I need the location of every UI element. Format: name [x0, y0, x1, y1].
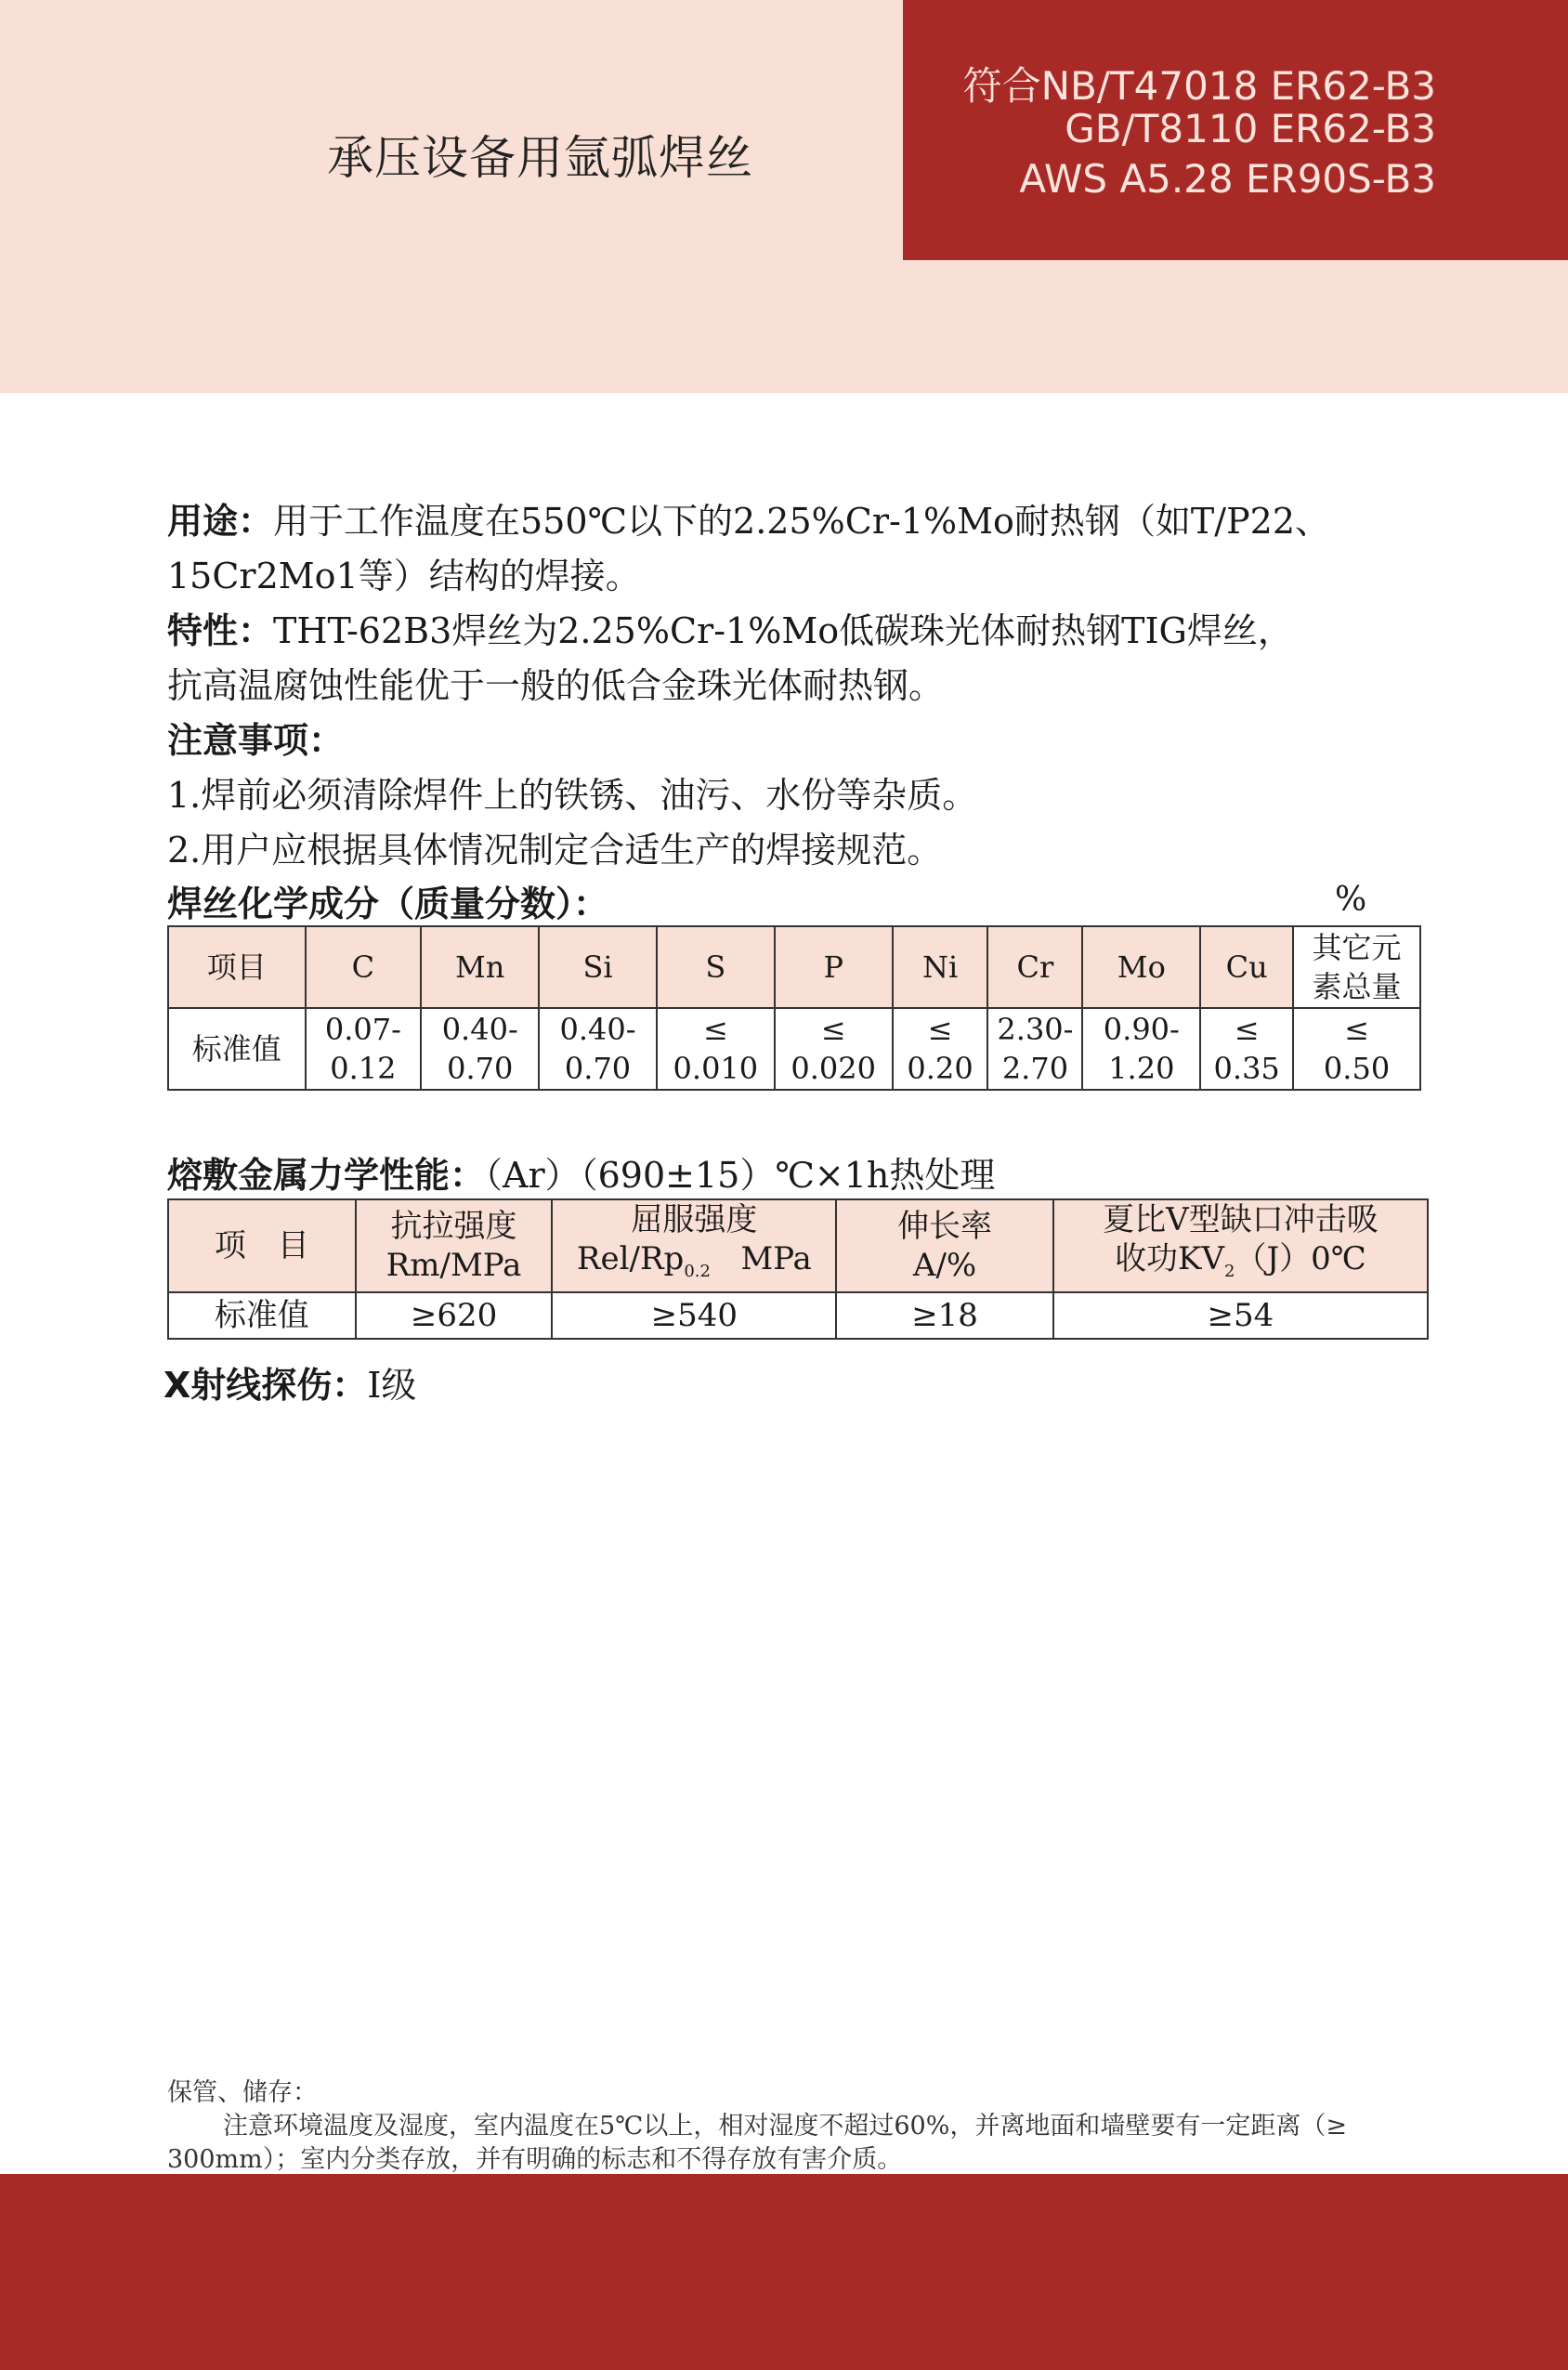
chem-header-s: S	[657, 926, 775, 1008]
mech-impact-label: 夏比V型缺口冲击吸	[1103, 1201, 1379, 1239]
footer-band	[0, 2174, 1568, 2370]
characteristics-line1	[167, 602, 1293, 653]
storage-title: 保管、储存：	[167, 2078, 318, 2107]
chem-mn-top: 0.40-	[441, 1012, 518, 1047]
usage-line2: 15Cr2Mo1等）结构的焊接。	[167, 556, 641, 596]
chem-header-others	[1293, 926, 1420, 1008]
chem-value-row	[168, 1008, 1420, 1090]
chem-cr-top: 2.30-	[997, 1012, 1074, 1047]
chem-cu-top: ≤	[1234, 1012, 1260, 1047]
mech-value-row	[168, 1292, 1428, 1339]
mech-tensile-unit: Rm/MPa	[385, 1247, 522, 1284]
chem-mo-top: 0.90-	[1103, 1012, 1180, 1047]
chem-si-bottom: 0.70	[564, 1051, 632, 1086]
standards-box	[903, 0, 1568, 260]
chem-p-bottom: 0.020	[791, 1051, 876, 1086]
mech-elongation-label: 伸长率	[897, 1208, 993, 1245]
chem-cell-ni	[893, 1008, 988, 1090]
usage-text1: 用于工作温度在550℃以下的2.25%Cr-1%Mo耐热钢（如T/P22、	[273, 501, 1330, 542]
mech-header-impact	[1053, 1199, 1428, 1292]
xray-value: Ⅰ级	[367, 1365, 417, 1406]
chem-header-ni: Ni	[893, 926, 988, 1008]
mech-value-elongation: ≥18	[836, 1292, 1053, 1339]
chem-cell-si	[539, 1008, 657, 1090]
chem-header-p: P	[775, 926, 893, 1008]
chem-header-row	[168, 926, 1420, 1008]
characteristics-text1: THT-62B3焊丝为2.25%Cr-1%Mo低碳珠光体耐热钢TIG焊丝，	[273, 610, 1293, 651]
mech-yield-unit-sub: 0.2	[684, 1261, 711, 1281]
mech-header-item: 项 目	[168, 1199, 356, 1292]
mech-table	[167, 1198, 1429, 1340]
mech-elongation-unit: A/%	[912, 1247, 977, 1284]
mech-yield-unit	[553, 1239, 835, 1291]
characteristics-label: 特性：	[167, 610, 274, 651]
mech-yield-unit-pre: Rel/Rp	[576, 1240, 685, 1278]
mech-value-impact: ≥54	[1053, 1292, 1428, 1339]
note-item-1: 1.焊前必须清除焊件上的铁锈、油污、水份等杂质。	[167, 775, 978, 816]
chem-mo-bottom: 1.20	[1108, 1051, 1175, 1086]
chem-cr-bottom: 2.70	[1001, 1051, 1069, 1086]
mech-yield-unit-post: MPa	[740, 1240, 812, 1278]
chem-header-item: 项目	[168, 926, 306, 1008]
xray-line	[163, 1356, 416, 1408]
chem-cu-bottom: 0.35	[1213, 1051, 1280, 1086]
chem-header-cu: Cu	[1200, 926, 1293, 1008]
mech-tensile-label: 抗拉强度	[390, 1208, 517, 1245]
chem-si-top: 0.40-	[559, 1012, 636, 1047]
standard-aws: AWS A5.28 ER90S-B3	[1019, 156, 1436, 202]
standard-gb: GB/T8110 ER62-B3	[1065, 106, 1436, 151]
mech-header-elongation	[836, 1199, 1053, 1292]
product-title: 承压设备用氩弧焊丝	[327, 131, 753, 185]
chem-header-c: C	[306, 926, 422, 1008]
chem-cell-s	[657, 1008, 775, 1090]
note-item-2: 2.用户应根据具体情况制定合适生产的焊接规范。	[167, 830, 943, 871]
mech-header-row	[168, 1199, 1428, 1292]
chem-table	[167, 925, 1421, 1091]
usage-line1	[167, 492, 1330, 543]
storage-line2: 300mm）；室内分类存放，并有明确的标志和不得存放有害介质。	[167, 2145, 903, 2174]
mech-impact-unit	[1054, 1239, 1427, 1291]
notes-label: 注意事项：	[167, 720, 345, 761]
mech-impact-unit-sub: 2	[1224, 1261, 1235, 1281]
mech-value-yield: ≥540	[552, 1292, 836, 1339]
chem-section-title: 焊丝化学成分（质量分数）：	[167, 884, 609, 924]
chem-cell-cr	[987, 1008, 1082, 1090]
chem-cell-mn	[421, 1008, 539, 1090]
mech-section-heading	[167, 1146, 995, 1198]
chem-c-bottom: 0.12	[330, 1051, 397, 1086]
chem-p-top: ≤	[820, 1012, 846, 1047]
chem-cell-c	[306, 1008, 422, 1090]
mech-section-title: 熔敷金属力学性能：	[167, 1155, 486, 1196]
usage-label: 用途：	[167, 501, 274, 542]
mech-impact-unit-pre: 收功KV	[1115, 1240, 1225, 1278]
chem-s-top: ≤	[702, 1012, 728, 1047]
chem-ni-top: ≤	[927, 1012, 953, 1047]
storage-line1: 注意环境温度及湿度，室内温度在5℃以上，相对湿度不超过60%，并离地面和墙壁要有一定距离（≥	[223, 2112, 1348, 2141]
mech-header-yield	[552, 1199, 836, 1292]
chem-others-top: ≤	[1344, 1012, 1369, 1047]
chem-ni-bottom: 0.20	[907, 1051, 973, 1086]
chem-cell-p	[775, 1008, 893, 1090]
mech-impact-unit-post: （J）0℃	[1235, 1240, 1366, 1278]
chem-header-mn: Mn	[421, 926, 539, 1008]
mech-row-label: 标准值	[168, 1292, 356, 1339]
chem-unit: %	[1335, 881, 1367, 919]
chem-cell-cu	[1200, 1008, 1293, 1090]
chem-s-bottom: 0.010	[673, 1051, 759, 1086]
chem-row-label: 标准值	[168, 1008, 306, 1090]
chem-header-others-text: 其它元素总量	[1312, 930, 1402, 1004]
standard-nb: 符合NB/T47018 ER62-B3	[962, 63, 1436, 109]
chem-c-top: 0.07-	[324, 1012, 401, 1047]
mech-section-condition: （Ar）（690±15）℃×1h热处理	[485, 1155, 996, 1196]
mech-value-tensile: ≥620	[356, 1292, 553, 1339]
mech-header-tensile	[356, 1199, 553, 1292]
chem-others-bottom: 0.50	[1323, 1051, 1391, 1086]
xray-label: X射线探伤：	[163, 1365, 368, 1406]
mech-yield-label: 屈服强度	[631, 1201, 758, 1239]
chem-header-si: Si	[539, 926, 657, 1008]
chem-header-mo: Mo	[1082, 926, 1200, 1008]
chem-cell-others	[1293, 1008, 1420, 1090]
chem-mn-bottom: 0.70	[447, 1051, 514, 1086]
characteristics-line2: 抗高温腐蚀性能优于一般的低合金珠光体耐热钢。	[167, 665, 945, 706]
chem-cell-mo	[1082, 1008, 1200, 1090]
chem-header-cr: Cr	[987, 926, 1082, 1008]
